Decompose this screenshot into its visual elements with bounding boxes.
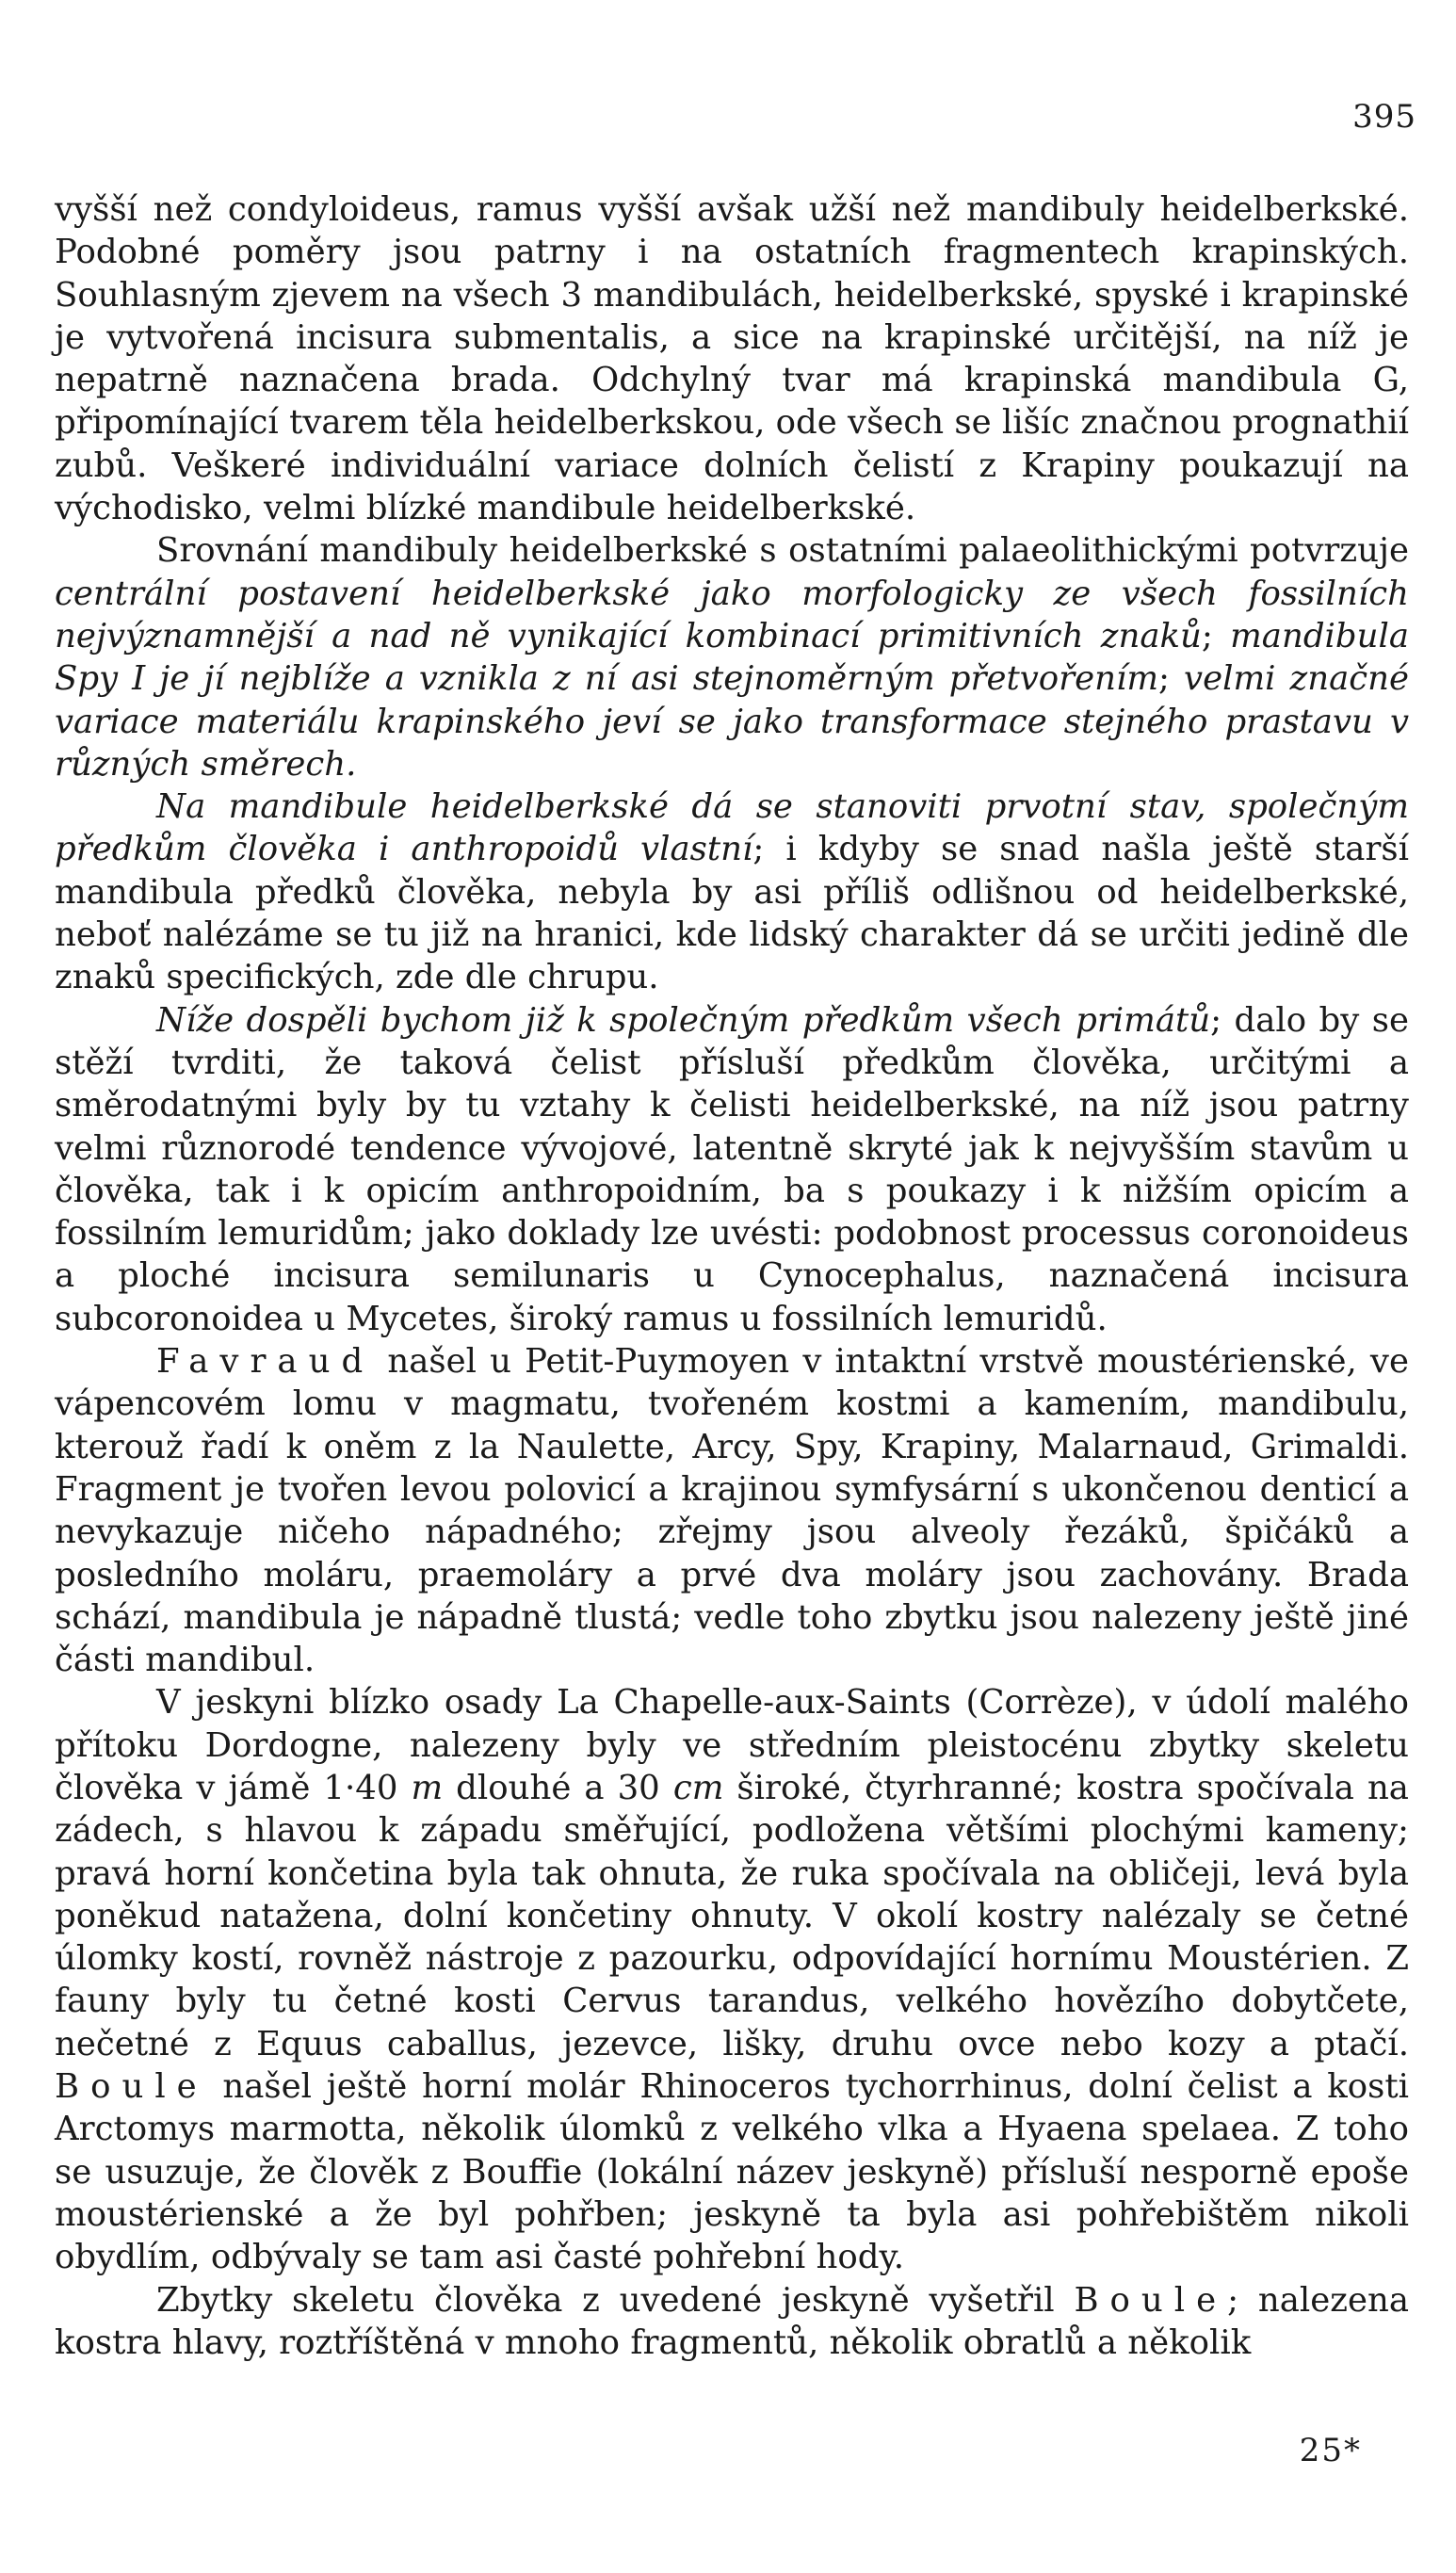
paragraph-1: vyšší než condyloideus, ramus vyšší avšak užší než mandibuly heidelberkské. Podobné poměry jsou patrny i na ostatních fragmentech krapinských. Souhlasným zjevem na všech 3 mandibulách, heidelberkské, spyské i krapinské je vytvořená incisura submentalis, a sice na krapinské určitější, na níž je nepatrně naznačena brada. Odchylný tvar má krapinská mandibula G, připomínající tvarem těla heidelberkskou, ode všech se lišíc značnou prognathií zubů. Veškeré individuální variace dolních čelistí z Krapiny poukazují na východisko, velmi blízké mandibule heidelberkské. <box>55 190 1409 528</box>
paragraph-7-part-2: ; nalezena kostra hlavy, roztříštěná v mnoho fragmentů, několik obratlů a několik <box>55 2280 1409 2362</box>
paragraph-5-text: našel u Petit-Puymoyen v intaktní vrstvě moustérienské, ve vápencovém lomu v magmatu, tvořeném kostmi a kamením, mandibulu, kterouž řadí k oněm z la Naulette, Arcy, Spy, Krapiny, Malarnaud, Grimaldi. Fragment je tvořen levou polovicí a krajinou symfysární s ukončenou denticí a nevykazuje ničeho nápadného; zřejmy jsou alveoly řezáků, špičáků a posledního moláru, praemoláry a prvé dva moláry jsou zachovány. Brada schází, mandibula je nápadně tlustá; vedle toho zbytku jsou nalezeny ještě jiné části mandibul. <box>55 1342 1409 1680</box>
paragraph-6-part-2: dlouhé a 30 <box>443 1768 673 1807</box>
paragraph-6-part-1: V jeskyni blízko osady La Chapelle-aux-Saints (Corrèze), v údolí malého přítoku Dordogne, nalezeny byly ve středním pleistocénu zbytky skeletu člověka v jámě 1·40 <box>55 1683 1409 1807</box>
paragraph-3-text: ; i kdyby se snad našla ještě starší mandibula předků člověka, nebyla by asi příliš odlišnou od heidelberkské, neboť nalézáme se tu již na hranici, kde lidský charakter dá se určiti jedině dle znaků specifických, zde dle chrupu. <box>55 830 1410 997</box>
paragraph-4-emphasis: Níže dospěli bychom již k společným předkům všech primátů <box>156 1000 1211 1040</box>
author-name-boule-2: Boule <box>1074 2280 1228 2320</box>
paragraph-4 <box>55 999 1409 1340</box>
unit-cm: cm <box>672 1768 724 1807</box>
paragraph-2-separator-2: ; <box>1158 659 1185 699</box>
page-number: 395 <box>1352 98 1416 136</box>
paragraph-3-emphasis: Na mandibule heidelberkské dá se stanoviti prvotní stav, společným předkům člověka i anthropoidů vlastní <box>55 787 1409 869</box>
paragraph-7-part-1: Zbytky skeletu člověka z uvedené jeskyně vyšetřil <box>156 2280 1075 2320</box>
unit-m: m <box>411 1768 444 1807</box>
paragraph-6-part-3: široké, čtyrhranné; kostra spočívala na zádech, s hlavou k západu směřující, podložena většími plochými kameny; pravá horní končetina byla tak ohnuta, že ruka spočívala na obličeji, levá byla poněkud natažena, dolní končetiny ohnuty. V okolí kostry nalézaly se četné úlomky kostí, rovněž nástroje z pazourku, odpovídající hornímu Moustérien. Z fauny byly tu četné kosti Cervus tarandus, velkého hovězího dobytčete, nečetné z Equus caballus, jezevce, lišky, druhu ovce nebo kozy a ptačí. <box>55 1768 1409 2063</box>
paragraph-4-text: ; dalo by se stěží tvrditi, že taková čelist přísluší předkům člověka, určitými a směrodatnými byly by tu vztahy k čelisti heidelberkské, na níž jsou patrny velmi různorodé tendence vývojové, latentně skryté jak k nejvyšším stavům u člověka, tak i k opicím anthropoidním, ba s poukazy i k nižším opicím a fossilním lemuridům; jako doklady lze uvésti: podobnost processus coronoideus a ploché incisura semilunaris u Cynocephalus, naznačená incisura subcoronoidea u Mycetes, široký ramus u fossilních lemuridů. <box>55 1000 1409 1338</box>
paragraph-7 <box>55 2279 1409 2365</box>
paragraph-2 <box>55 529 1409 785</box>
paragraph-5 <box>55 1340 1409 1681</box>
signature-mark: 25* <box>1299 2432 1362 2469</box>
paragraph-2-separator-1: ; <box>1201 616 1231 655</box>
paragraph-6 <box>55 1681 1409 2278</box>
body-text <box>55 188 1409 2364</box>
paragraph-3 <box>55 785 1409 998</box>
paragraph-2-intro: Srovnání mandibuly heidelberkské s ostatními palaeolithickými potvrzuje <box>156 531 1409 571</box>
author-name-favraud: Favraud <box>156 1342 375 1382</box>
paragraph-2-emphasis-3: velmi značné variace materiálu krapinského jeví se jako transformace stejného prastavu v různých směrech. <box>55 659 1409 784</box>
paragraph-2-emphasis-1: centrální postavení heidelberkské jako morfologicky ze všech fossilních nejvýznamnější a nad ně vynikající kombinací primitivních znaků <box>55 574 1409 655</box>
author-name-boule: Boule <box>55 2067 208 2107</box>
paragraph-2-emphasis-2: mandibula Spy I je jí nejblíže a vznikla z ní asi stejnoměrným přetvořením <box>55 616 1410 699</box>
paragraph-6-part-4: našel ještě horní molár Rhinoceros tychorrhinus, dolní čelist a kosti Arctomys marmotta, několik úlomků z velkého vlka a Hyaena spelaea. Z toho se usuzuje, že člověk z Bouffie (lokální název jeskyně) přísluší nesporně epoše moustérienské a že byl pohřben; jeskyně ta byla asi pohřebištěm nikoli obydlím, odbývaly se tam asi časté pohřební hody. <box>55 2067 1409 2277</box>
